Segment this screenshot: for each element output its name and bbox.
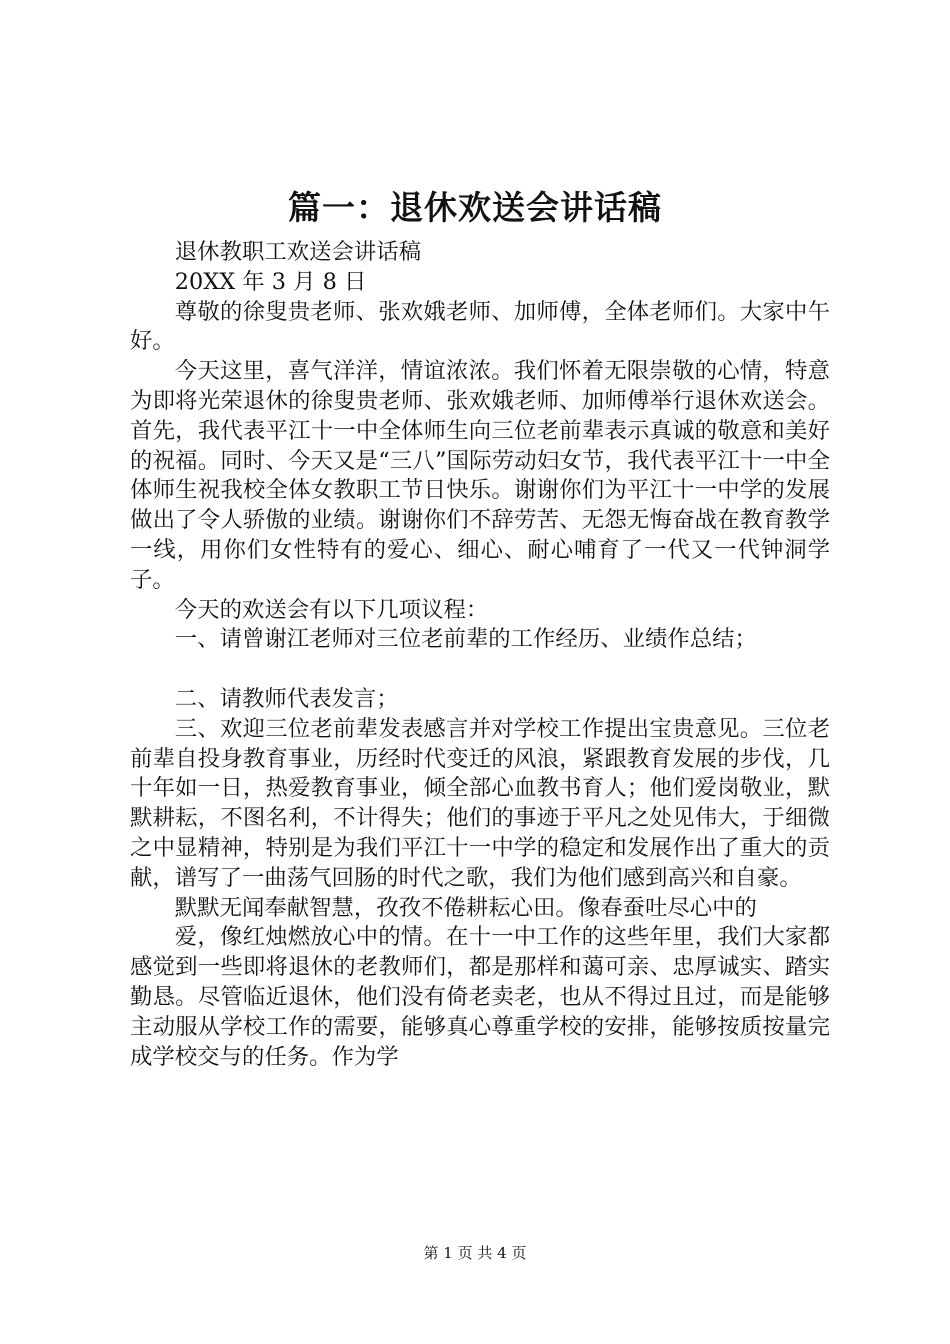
agenda-item-3: 三、欢迎三位老前辈发表感言并对学校工作提出宝贵意见。三位老前辈自投身教育事业，历经时代变迁的风浪，紧跟教育发展的步伐，几十年如一日，热爱教育事业，倾全部心血教书育人；他们爱岗敬业，默默耕耘，不图名利，不计得失；他们的事迹于平凡之处见伟大，于细微之中显精神，特别是为我们平江十一中学的稳定和发展作出了重大的贡献，谱写了一曲荡气回肠的时代之歌，我们为他们感到高兴和自豪。	[130, 715, 830, 891]
agenda-intro-paragraph: 今天的欢送会有以下几项议程：	[174, 596, 489, 623]
agenda-item-1: 一、请曾谢江老师对三位老前辈的工作经历、业绩作总结；	[174, 626, 757, 653]
blank-line	[130, 655, 830, 685]
document-body	[130, 238, 830, 1072]
page-footer: 第 1 页 共 4 页	[423, 1244, 527, 1262]
date-paragraph: 20XX 年 3 月 8 日	[174, 268, 367, 295]
opening-paragraph: 今天这里，喜气洋洋，情谊浓浓。我们怀着无限崇敬的心情，特意为即将光荣退休的徐叟贵老师、张欢娥老师、加师傅举行退休欢送会。首先，我代表平江十一中全体师生向三位老前辈表示真诚的敬意和美好的祝福。同时、今天又是“三八”国际劳动妇女节，我代表平江十一中全体师生祝我校全体女教职工节日快乐。谢谢你们为平江十一中学的发展做出了令人骄傲的业绩。谢谢你们不辞劳苦、无怨无悔奋战在教育教学一线，用你们女性特有的爱心、细心、耐心哺育了一代又一代钟洞学子。	[130, 358, 830, 593]
subtitle-paragraph: 退休教职工欢送会讲话稿	[174, 239, 422, 265]
dedication-paragraph: 默默无闻奉献智慧，孜孜不倦耕耘心田。像春蚕吐尽心中的	[174, 894, 757, 921]
document-title: 篇一：退休欢送会讲话稿	[288, 188, 662, 227]
agenda-item-2: 二、请教师代表发言；	[174, 685, 399, 712]
salutation-paragraph: 尊敬的徐叟贵老师、张欢娥老师、加师傅，全体老师们。大家中午好。	[130, 298, 830, 355]
closing-paragraph: 爱，像红烛燃放心中的情。在十一中工作的这些年里，我们大家都感觉到一些即将退休的老教师们，都是那样和蔼可亲、忠厚诚实、踏实勤恳。尽管临近退休，他们没有倚老卖老，也从不得过且过，而是能够主动服从学校工作的需要，能够真心尊重学校的安排，能够按质按量完成学校交与的任务。作为学	[130, 924, 830, 1070]
